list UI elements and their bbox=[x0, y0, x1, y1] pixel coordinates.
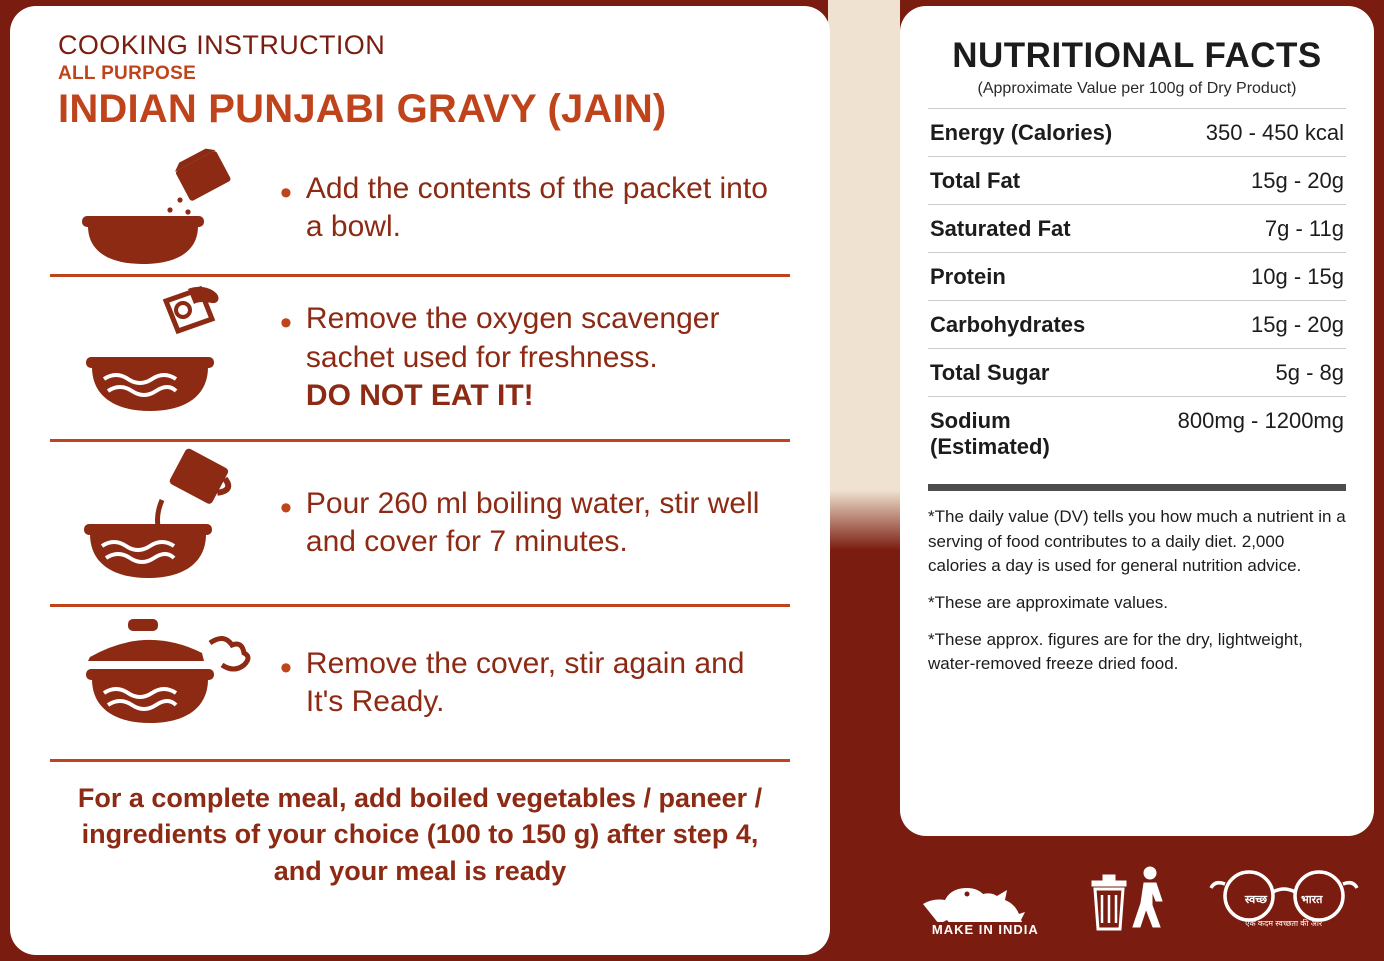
nutrient-label: Total Fat bbox=[930, 168, 1021, 193]
page-title: INDIAN PUNJABI GRAVY (JAIN) bbox=[58, 87, 667, 131]
step-text-wrapper bbox=[280, 300, 790, 415]
background-strip-fade bbox=[828, 490, 900, 550]
step-text: Add the contents of the packet into a bowl. bbox=[305, 171, 768, 243]
nutrient-label: Total Sugar bbox=[930, 360, 1050, 385]
background-strip bbox=[828, 0, 900, 520]
make-in-india-text: MAKE IN INDIA bbox=[931, 922, 1039, 937]
table-row bbox=[928, 396, 1346, 470]
nutrient-value: 15g - 20g bbox=[1251, 168, 1344, 193]
step-text: Remove the oxygen scavenger sachet used for freshness. bbox=[305, 302, 720, 374]
covered-bowl-steam-icon bbox=[50, 613, 280, 753]
bharat-word: भारत bbox=[1301, 894, 1323, 906]
nutritional-facts-card bbox=[900, 6, 1374, 836]
table-row bbox=[928, 252, 1346, 300]
swachh-word: स्वच्छ bbox=[1244, 894, 1268, 906]
steps-list bbox=[50, 142, 790, 762]
nutrient-label: Protein bbox=[930, 264, 1006, 289]
nutrition-title: NUTRITIONAL FACTS bbox=[952, 36, 1322, 75]
make-in-india-logo bbox=[915, 860, 1055, 937]
nutrient-label-group bbox=[930, 408, 1050, 460]
hand-removing-sachet-icon bbox=[50, 283, 280, 433]
footnote: *These approx. figures are for the dry, lightweight, water-removed freeze dried food. bbox=[928, 629, 1303, 674]
pouring-water-into-bowl-icon bbox=[50, 448, 280, 598]
nutrient-value: 800mg - 1200mg bbox=[1177, 408, 1344, 433]
nutrient-label-note: (Estimated) bbox=[930, 434, 1050, 459]
divider bbox=[928, 484, 1346, 491]
swachh-tagline: एक कदम स्वच्छता की ओर bbox=[1245, 919, 1323, 928]
dispose-in-bin-icon bbox=[1086, 863, 1178, 935]
swachh-bharat-logo bbox=[1209, 868, 1359, 929]
logo-band bbox=[900, 846, 1374, 951]
complete-meal-note: For a complete meal, add boiled vegetables / paneer / ingredients of your choice (100 to 150 g) after step 4, and your meal is ready bbox=[77, 783, 763, 886]
nutrient-value: 7g - 11g bbox=[1264, 216, 1344, 241]
nutrient-value: 350 - 450 kcal bbox=[1205, 120, 1344, 145]
swachh-text-group bbox=[1209, 890, 1359, 929]
subkicker-label: ALL PURPOSE bbox=[58, 63, 197, 84]
table-row bbox=[928, 348, 1346, 396]
step-text-wrapper bbox=[280, 170, 790, 247]
table-row bbox=[928, 204, 1346, 252]
footnote: *These are approximate values. bbox=[928, 592, 1169, 612]
table-row bbox=[928, 300, 1346, 348]
bullet-icon: • bbox=[280, 173, 292, 212]
nutrition-table bbox=[928, 108, 1346, 470]
bullet-icon: • bbox=[280, 488, 292, 527]
nutrient-value: 15g - 20g bbox=[1251, 312, 1344, 337]
nutrition-subtitle: (Approximate Value per 100g of Dry Product) bbox=[977, 80, 1297, 97]
nutrient-label: Sodium bbox=[930, 408, 1011, 433]
nutrient-value: 10g - 15g bbox=[1251, 264, 1344, 289]
step-text-block bbox=[306, 300, 790, 415]
nutrient-label: Saturated Fat bbox=[930, 216, 1071, 241]
step-text-wrapper bbox=[280, 485, 790, 562]
bullet-icon: • bbox=[280, 304, 292, 343]
kicker-label: COOKING INSTRUCTION bbox=[58, 30, 386, 60]
step-text: Remove the cover, stir again and It's Ready. bbox=[305, 646, 745, 718]
list-item bbox=[50, 142, 790, 277]
nutrient-value: 5g - 8g bbox=[1275, 360, 1344, 385]
step-warning: DO NOT EAT IT! bbox=[305, 379, 534, 413]
nutrient-label: Carbohydrates bbox=[930, 312, 1086, 337]
cooking-instruction-card bbox=[10, 6, 830, 955]
table-row bbox=[928, 156, 1346, 204]
table-row bbox=[928, 108, 1346, 156]
footnote: *The daily value (DV) tells you how much a nutrient in a serving of food contributes to a daily diet. 2,000 calories a day is used for general nutrition advice. bbox=[928, 507, 1346, 576]
lion-icon bbox=[915, 860, 1055, 922]
list-item bbox=[50, 607, 790, 762]
list-item bbox=[50, 442, 790, 607]
bullet-icon: • bbox=[280, 648, 292, 687]
list-item bbox=[50, 277, 790, 442]
packet-pouring-into-bowl-icon bbox=[50, 148, 280, 268]
step-text-wrapper bbox=[280, 645, 790, 722]
nutrient-label: Energy (Calories) bbox=[930, 120, 1113, 145]
step-text: Pour 260 ml boiling water, stir well and cover for 7 minutes. bbox=[305, 486, 760, 558]
